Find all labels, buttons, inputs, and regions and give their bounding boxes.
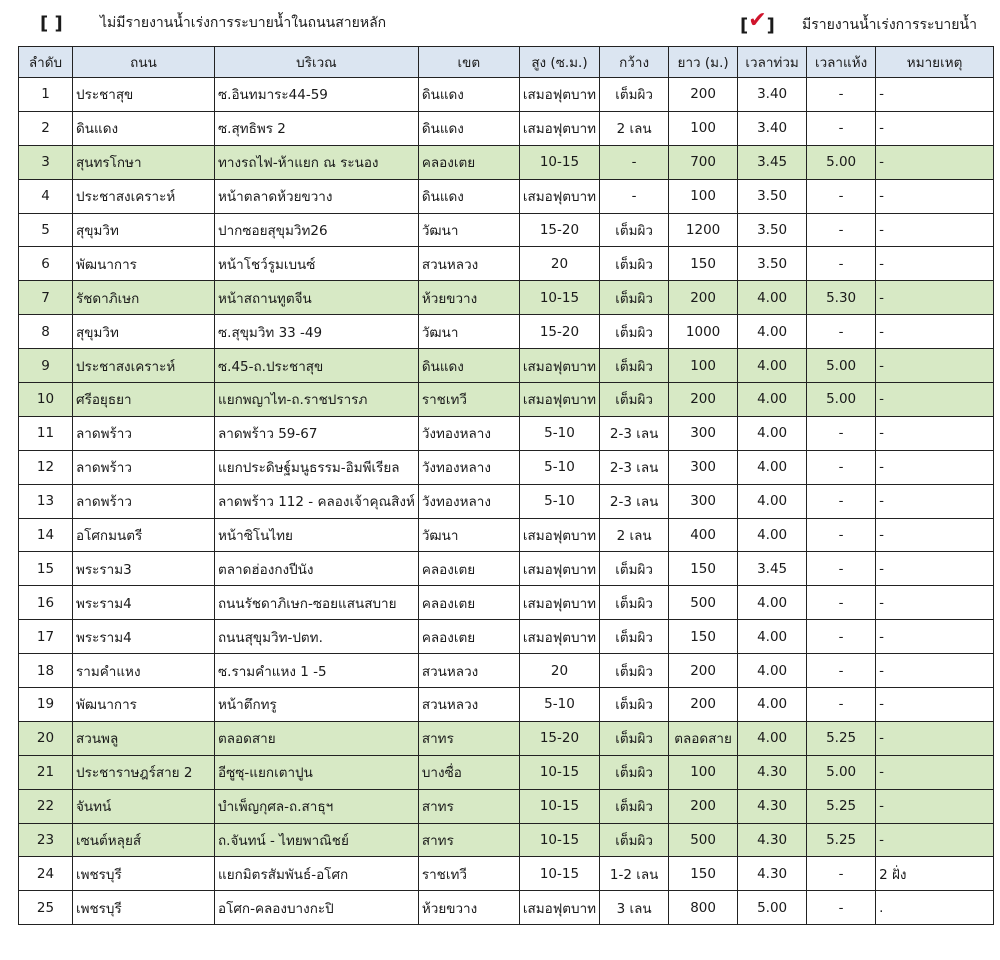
header-area: บริเวณ bbox=[215, 47, 419, 78]
table-row bbox=[19, 620, 994, 654]
cell-district: สาทร bbox=[418, 823, 519, 857]
cell-dry-time: 5.00 bbox=[807, 383, 876, 417]
cell-dry-time: - bbox=[807, 450, 876, 484]
cell-area: แยกประดิษฐ์มนูธรรม-อิมพีเรียล bbox=[215, 450, 419, 484]
table-row bbox=[19, 78, 994, 112]
table-row bbox=[19, 281, 994, 315]
table-row bbox=[19, 789, 994, 823]
cell-length: 150 bbox=[669, 552, 738, 586]
table-row bbox=[19, 484, 994, 518]
header-no: ลำดับ bbox=[19, 47, 73, 78]
cell-road: พัฒนาการ bbox=[73, 688, 215, 722]
cell-height: เสมอฟุตบาท bbox=[519, 78, 599, 112]
cell-width: เต็มผิว bbox=[600, 78, 669, 112]
cell-area: ปากซอยสุขุมวิท26 bbox=[215, 213, 419, 247]
cell-road: พัฒนาการ bbox=[73, 247, 215, 281]
cell-height: เสมอฟุตบาท bbox=[519, 111, 599, 145]
cell-no: 20 bbox=[19, 721, 73, 755]
cell-flood-time: 3.50 bbox=[738, 247, 807, 281]
table-row bbox=[19, 552, 994, 586]
cell-width: เต็มผิว bbox=[600, 823, 669, 857]
empty-checkbox-icon: [ ] bbox=[40, 12, 63, 34]
cell-note: - bbox=[876, 78, 994, 112]
cell-road: เพชรบุรี bbox=[73, 891, 215, 925]
cell-height: 10-15 bbox=[519, 823, 599, 857]
cell-height: 5-10 bbox=[519, 416, 599, 450]
cell-flood-time: 3.40 bbox=[738, 111, 807, 145]
table-body bbox=[19, 78, 994, 925]
cell-district: คลองเตย bbox=[418, 586, 519, 620]
cell-district: สวนหลวง bbox=[418, 654, 519, 688]
cell-width: เต็มผิว bbox=[600, 688, 669, 722]
cell-dry-time: 5.25 bbox=[807, 789, 876, 823]
cell-flood-time: 4.00 bbox=[738, 654, 807, 688]
table-row bbox=[19, 179, 994, 213]
cell-width: เต็มผิว bbox=[600, 721, 669, 755]
cell-width: เต็มผิว bbox=[600, 586, 669, 620]
cell-length: 100 bbox=[669, 111, 738, 145]
cell-district: คลองเตย bbox=[418, 620, 519, 654]
cell-area: ซ.45-ถ.ประชาสุข bbox=[215, 349, 419, 383]
cell-dry-time: - bbox=[807, 891, 876, 925]
cell-height: เสมอฟุตบาท bbox=[519, 349, 599, 383]
cell-note: - bbox=[876, 755, 994, 789]
cell-width: 2 เลน bbox=[600, 111, 669, 145]
cell-dry-time: - bbox=[807, 213, 876, 247]
cell-road: พระราม4 bbox=[73, 620, 215, 654]
cell-note: - bbox=[876, 383, 994, 417]
cell-note: - bbox=[876, 688, 994, 722]
legend-no-report bbox=[40, 12, 386, 34]
cell-width: เต็มผิว bbox=[600, 552, 669, 586]
cell-no: 16 bbox=[19, 586, 73, 620]
cell-road: ลาดพร้าว bbox=[73, 484, 215, 518]
cell-height: 5-10 bbox=[519, 450, 599, 484]
cell-no: 17 bbox=[19, 620, 73, 654]
cell-width: 2-3 เลน bbox=[600, 484, 669, 518]
cell-no: 8 bbox=[19, 315, 73, 349]
cell-district: บางซื่อ bbox=[418, 755, 519, 789]
cell-flood-time: 4.00 bbox=[738, 586, 807, 620]
cell-district: วังทองหลาง bbox=[418, 416, 519, 450]
cell-no: 6 bbox=[19, 247, 73, 281]
cell-width: 3 เลน bbox=[600, 891, 669, 925]
table-row bbox=[19, 247, 994, 281]
cell-no: 22 bbox=[19, 789, 73, 823]
cell-note: - bbox=[876, 281, 994, 315]
cell-road: เซนต์หลุยส์ bbox=[73, 823, 215, 857]
cell-height: 15-20 bbox=[519, 213, 599, 247]
cell-flood-time: 3.45 bbox=[738, 145, 807, 179]
cell-flood-time: 3.50 bbox=[738, 213, 807, 247]
cell-area: แยกมิตรสัมพันธ์-อโศก bbox=[215, 857, 419, 891]
cell-width: เต็มผิว bbox=[600, 315, 669, 349]
cell-note: - bbox=[876, 450, 994, 484]
checked-checkbox-icon: [✔] bbox=[740, 8, 775, 36]
cell-height: 5-10 bbox=[519, 484, 599, 518]
cell-dry-time: - bbox=[807, 518, 876, 552]
cell-width: 2-3 เลน bbox=[600, 450, 669, 484]
cell-length: 1200 bbox=[669, 213, 738, 247]
cell-note: - bbox=[876, 315, 994, 349]
cell-length: ตลอดสาย bbox=[669, 721, 738, 755]
header-height: สูง (ซ.ม.) bbox=[519, 47, 599, 78]
header-dry-time: เวลาแห้ง bbox=[807, 47, 876, 78]
cell-length: 200 bbox=[669, 789, 738, 823]
cell-height: เสมอฟุตบาท bbox=[519, 383, 599, 417]
header-road: ถนน bbox=[73, 47, 215, 78]
cell-dry-time: - bbox=[807, 688, 876, 722]
cell-district: วัฒนา bbox=[418, 213, 519, 247]
cell-note: - bbox=[876, 823, 994, 857]
cell-height: เสมอฟุตบาท bbox=[519, 179, 599, 213]
cell-flood-time: 4.00 bbox=[738, 450, 807, 484]
cell-road: พระราม4 bbox=[73, 586, 215, 620]
cell-no: 10 bbox=[19, 383, 73, 417]
cell-road: ประชาสงเคราะห์ bbox=[73, 179, 215, 213]
cell-road: เพชรบุรี bbox=[73, 857, 215, 891]
cell-no: 7 bbox=[19, 281, 73, 315]
table-row bbox=[19, 145, 994, 179]
table-row bbox=[19, 688, 994, 722]
table-row bbox=[19, 586, 994, 620]
cell-district: สาทร bbox=[418, 721, 519, 755]
legend bbox=[0, 8, 1000, 38]
cell-no: 14 bbox=[19, 518, 73, 552]
cell-district: สวนหลวง bbox=[418, 247, 519, 281]
cell-dry-time: 5.25 bbox=[807, 721, 876, 755]
cell-district: วัฒนา bbox=[418, 518, 519, 552]
cell-dry-time: - bbox=[807, 857, 876, 891]
cell-dry-time: - bbox=[807, 247, 876, 281]
cell-no: 18 bbox=[19, 654, 73, 688]
cell-no: 13 bbox=[19, 484, 73, 518]
cell-road: สุขุมวิท bbox=[73, 315, 215, 349]
cell-height: เสมอฟุตบาท bbox=[519, 586, 599, 620]
cell-dry-time: - bbox=[807, 552, 876, 586]
cell-flood-time: 4.00 bbox=[738, 484, 807, 518]
cell-no: 4 bbox=[19, 179, 73, 213]
cell-road: ประชาสุข bbox=[73, 78, 215, 112]
table-row bbox=[19, 111, 994, 145]
cell-height: 10-15 bbox=[519, 755, 599, 789]
cell-area: ซ.สุขุมวิท 33 -49 bbox=[215, 315, 419, 349]
table-row bbox=[19, 721, 994, 755]
cell-road: พระราม3 bbox=[73, 552, 215, 586]
cell-flood-time: 3.40 bbox=[738, 78, 807, 112]
cell-area: ทางรถไฟ-ห้าแยก ณ ระนอง bbox=[215, 145, 419, 179]
cell-length: 500 bbox=[669, 586, 738, 620]
table-row bbox=[19, 823, 994, 857]
cell-width: เต็มผิว bbox=[600, 349, 669, 383]
cell-height: 15-20 bbox=[519, 315, 599, 349]
cell-district: ดินแดง bbox=[418, 78, 519, 112]
cell-flood-time: 4.30 bbox=[738, 755, 807, 789]
cell-dry-time: - bbox=[807, 78, 876, 112]
cell-height: เสมอฟุตบาท bbox=[519, 620, 599, 654]
cell-road: จันทน์ bbox=[73, 789, 215, 823]
legend-has-report-label: มีรายงานน้ำเร่งการระบายน้ำ bbox=[802, 16, 977, 33]
cell-dry-time: - bbox=[807, 654, 876, 688]
cell-note: - bbox=[876, 484, 994, 518]
cell-flood-time: 4.00 bbox=[738, 383, 807, 417]
cell-area: ซ.อินทมาระ44-59 bbox=[215, 78, 419, 112]
cell-flood-time: 4.00 bbox=[738, 349, 807, 383]
cell-district: สวนหลวง bbox=[418, 688, 519, 722]
cell-area: ถ.จันทน์ - ไทยพาณิชย์ bbox=[215, 823, 419, 857]
cell-no: 23 bbox=[19, 823, 73, 857]
cell-width: เต็มผิว bbox=[600, 654, 669, 688]
cell-no: 9 bbox=[19, 349, 73, 383]
cell-height: เสมอฟุตบาท bbox=[519, 552, 599, 586]
cell-length: 700 bbox=[669, 145, 738, 179]
table-row bbox=[19, 315, 994, 349]
cell-length: 100 bbox=[669, 179, 738, 213]
cell-road: ประชาสงเคราะห์ bbox=[73, 349, 215, 383]
cell-road: สวนพลู bbox=[73, 721, 215, 755]
cell-dry-time: 5.25 bbox=[807, 823, 876, 857]
table-row bbox=[19, 518, 994, 552]
cell-district: ห้วยขวาง bbox=[418, 891, 519, 925]
cell-dry-time: - bbox=[807, 416, 876, 450]
check-icon: ✔ bbox=[748, 8, 767, 33]
flood-report-table bbox=[18, 46, 994, 925]
cell-area: บำเพ็ญกุศล-ถ.สาธุฯ bbox=[215, 789, 419, 823]
cell-district: วัฒนา bbox=[418, 315, 519, 349]
cell-no: 12 bbox=[19, 450, 73, 484]
cell-dry-time: - bbox=[807, 179, 876, 213]
cell-district: ดินแดง bbox=[418, 349, 519, 383]
cell-flood-time: 4.00 bbox=[738, 315, 807, 349]
cell-width: 1-2 เลน bbox=[600, 857, 669, 891]
cell-note: - bbox=[876, 620, 994, 654]
cell-dry-time: - bbox=[807, 484, 876, 518]
header-note: หมายเหตุ bbox=[876, 47, 994, 78]
cell-width: 2-3 เลน bbox=[600, 416, 669, 450]
cell-flood-time: 5.00 bbox=[738, 891, 807, 925]
cell-district: คลองเตย bbox=[418, 145, 519, 179]
cell-district: ราชเทวี bbox=[418, 857, 519, 891]
cell-no: 2 bbox=[19, 111, 73, 145]
cell-note: - bbox=[876, 349, 994, 383]
table-row bbox=[19, 755, 994, 789]
cell-note: - bbox=[876, 518, 994, 552]
cell-dry-time: - bbox=[807, 586, 876, 620]
cell-length: 300 bbox=[669, 450, 738, 484]
cell-dry-time: - bbox=[807, 111, 876, 145]
table-row bbox=[19, 383, 994, 417]
cell-dry-time: 5.30 bbox=[807, 281, 876, 315]
cell-height: เสมอฟุตบาท bbox=[519, 891, 599, 925]
cell-dry-time: - bbox=[807, 315, 876, 349]
cell-note: - bbox=[876, 721, 994, 755]
cell-district: สาทร bbox=[418, 789, 519, 823]
cell-area: หน้าซิโนไทย bbox=[215, 518, 419, 552]
cell-road: ดินแดง bbox=[73, 111, 215, 145]
cell-district: ห้วยขวาง bbox=[418, 281, 519, 315]
header-width: กว้าง bbox=[600, 47, 669, 78]
cell-length: 200 bbox=[669, 688, 738, 722]
table-row bbox=[19, 654, 994, 688]
cell-length: 200 bbox=[669, 78, 738, 112]
cell-no: 5 bbox=[19, 213, 73, 247]
cell-width: เต็มผิว bbox=[600, 383, 669, 417]
cell-road: ลาดพร้าว bbox=[73, 450, 215, 484]
cell-road: สุขุมวิท bbox=[73, 213, 215, 247]
table-row bbox=[19, 213, 994, 247]
legend-has-report bbox=[740, 8, 977, 37]
cell-flood-time: 4.30 bbox=[738, 823, 807, 857]
cell-dry-time: 5.00 bbox=[807, 145, 876, 179]
legend-no-report-label: ไม่มีรายงานน้ำเร่งการระบายน้ำในถนนสายหลัก bbox=[100, 15, 387, 31]
cell-area: หน้าตึกทรู bbox=[215, 688, 419, 722]
table-row bbox=[19, 891, 994, 925]
cell-area: ถนนรัชดาภิเษก-ซอยแสนสบาย bbox=[215, 586, 419, 620]
cell-no: 19 bbox=[19, 688, 73, 722]
cell-height: 10-15 bbox=[519, 857, 599, 891]
cell-no: 1 bbox=[19, 78, 73, 112]
cell-note: - bbox=[876, 247, 994, 281]
cell-area: ซ.รามคำแหง 1 -5 bbox=[215, 654, 419, 688]
cell-area: ถนนสุขุมวิท-ปตท. bbox=[215, 620, 419, 654]
cell-area: ลาดพร้าว 112 - คลองเจ้าคุณสิงห์ bbox=[215, 484, 419, 518]
cell-height: 20 bbox=[519, 654, 599, 688]
table-row bbox=[19, 349, 994, 383]
cell-length: 300 bbox=[669, 484, 738, 518]
cell-no: 3 bbox=[19, 145, 73, 179]
table-header-row bbox=[19, 47, 994, 78]
cell-road: ลาดพร้าว bbox=[73, 416, 215, 450]
header-flood-time: เวลาท่วม bbox=[738, 47, 807, 78]
table-row bbox=[19, 450, 994, 484]
cell-height: 5-10 bbox=[519, 688, 599, 722]
cell-dry-time: 5.00 bbox=[807, 755, 876, 789]
cell-height: เสมอฟุตบาท bbox=[519, 518, 599, 552]
table-row bbox=[19, 416, 994, 450]
cell-note: - bbox=[876, 416, 994, 450]
cell-area: ซ.สุทธิพร 2 bbox=[215, 111, 419, 145]
cell-width: เต็มผิว bbox=[600, 789, 669, 823]
cell-length: 400 bbox=[669, 518, 738, 552]
cell-district: ดินแดง bbox=[418, 179, 519, 213]
cell-district: วังทองหลาง bbox=[418, 484, 519, 518]
cell-area: ลาดพร้าว 59-67 bbox=[215, 416, 419, 450]
cell-dry-time: 5.00 bbox=[807, 349, 876, 383]
cell-length: 100 bbox=[669, 349, 738, 383]
cell-height: 10-15 bbox=[519, 281, 599, 315]
cell-area: ตลาดฮ่องกงปีนัง bbox=[215, 552, 419, 586]
cell-length: 150 bbox=[669, 247, 738, 281]
cell-note: 2 ฝั่ง bbox=[876, 857, 994, 891]
cell-width: เต็มผิว bbox=[600, 213, 669, 247]
cell-height: 15-20 bbox=[519, 721, 599, 755]
cell-width: เต็มผิว bbox=[600, 755, 669, 789]
cell-road: รามคำแหง bbox=[73, 654, 215, 688]
cell-no: 21 bbox=[19, 755, 73, 789]
cell-height: 10-15 bbox=[519, 145, 599, 179]
cell-flood-time: 3.45 bbox=[738, 552, 807, 586]
cell-note: - bbox=[876, 145, 994, 179]
cell-flood-time: 3.50 bbox=[738, 179, 807, 213]
cell-note: - bbox=[876, 552, 994, 586]
cell-note: - bbox=[876, 179, 994, 213]
cell-length: 200 bbox=[669, 383, 738, 417]
cell-width: - bbox=[600, 179, 669, 213]
cell-length: 150 bbox=[669, 620, 738, 654]
cell-width: 2 เลน bbox=[600, 518, 669, 552]
cell-width: - bbox=[600, 145, 669, 179]
cell-length: 500 bbox=[669, 823, 738, 857]
cell-area: อโศก-คลองบางกะปิ bbox=[215, 891, 419, 925]
cell-no: 24 bbox=[19, 857, 73, 891]
cell-height: 10-15 bbox=[519, 789, 599, 823]
cell-note: - bbox=[876, 586, 994, 620]
cell-length: 100 bbox=[669, 755, 738, 789]
cell-length: 300 bbox=[669, 416, 738, 450]
header-length: ยาว (ม.) bbox=[669, 47, 738, 78]
cell-flood-time: 4.00 bbox=[738, 518, 807, 552]
cell-road: สุนทรโกษา bbox=[73, 145, 215, 179]
cell-length: 800 bbox=[669, 891, 738, 925]
cell-note: - bbox=[876, 654, 994, 688]
cell-area: หน้าโชว์รูมเบนซ์ bbox=[215, 247, 419, 281]
cell-note: . bbox=[876, 891, 994, 925]
cell-length: 200 bbox=[669, 654, 738, 688]
cell-road: ศรีอยุธยา bbox=[73, 383, 215, 417]
cell-area: ตลอดสาย bbox=[215, 721, 419, 755]
cell-district: วังทองหลาง bbox=[418, 450, 519, 484]
cell-flood-time: 4.00 bbox=[738, 416, 807, 450]
header-district: เขต bbox=[418, 47, 519, 78]
cell-height: 20 bbox=[519, 247, 599, 281]
cell-width: เต็มผิว bbox=[600, 281, 669, 315]
cell-flood-time: 4.00 bbox=[738, 620, 807, 654]
cell-area: หน้าตลาดห้วยขวาง bbox=[215, 179, 419, 213]
cell-district: คลองเตย bbox=[418, 552, 519, 586]
cell-length: 1000 bbox=[669, 315, 738, 349]
cell-width: เต็มผิว bbox=[600, 247, 669, 281]
cell-length: 200 bbox=[669, 281, 738, 315]
cell-flood-time: 4.30 bbox=[738, 789, 807, 823]
cell-area: แยกพญาไท-ถ.ราชปรารภ bbox=[215, 383, 419, 417]
cell-area: อีซูซุ-แยกเตาปูน bbox=[215, 755, 419, 789]
cell-district: ราชเทวี bbox=[418, 383, 519, 417]
cell-flood-time: 4.00 bbox=[738, 721, 807, 755]
cell-road: อโศกมนตรี bbox=[73, 518, 215, 552]
table-row bbox=[19, 857, 994, 891]
cell-length: 150 bbox=[669, 857, 738, 891]
cell-flood-time: 4.00 bbox=[738, 688, 807, 722]
cell-no: 11 bbox=[19, 416, 73, 450]
cell-note: - bbox=[876, 213, 994, 247]
cell-area: หน้าสถานทูตจีน bbox=[215, 281, 419, 315]
cell-no: 25 bbox=[19, 891, 73, 925]
cell-width: เต็มผิว bbox=[600, 620, 669, 654]
cell-flood-time: 4.30 bbox=[738, 857, 807, 891]
cell-road: ประชาราษฎร์สาย 2 bbox=[73, 755, 215, 789]
cell-flood-time: 4.00 bbox=[738, 281, 807, 315]
cell-note: - bbox=[876, 789, 994, 823]
cell-road: รัชดาภิเษก bbox=[73, 281, 215, 315]
cell-dry-time: - bbox=[807, 620, 876, 654]
cell-note: - bbox=[876, 111, 994, 145]
cell-no: 15 bbox=[19, 552, 73, 586]
cell-district: ดินแดง bbox=[418, 111, 519, 145]
